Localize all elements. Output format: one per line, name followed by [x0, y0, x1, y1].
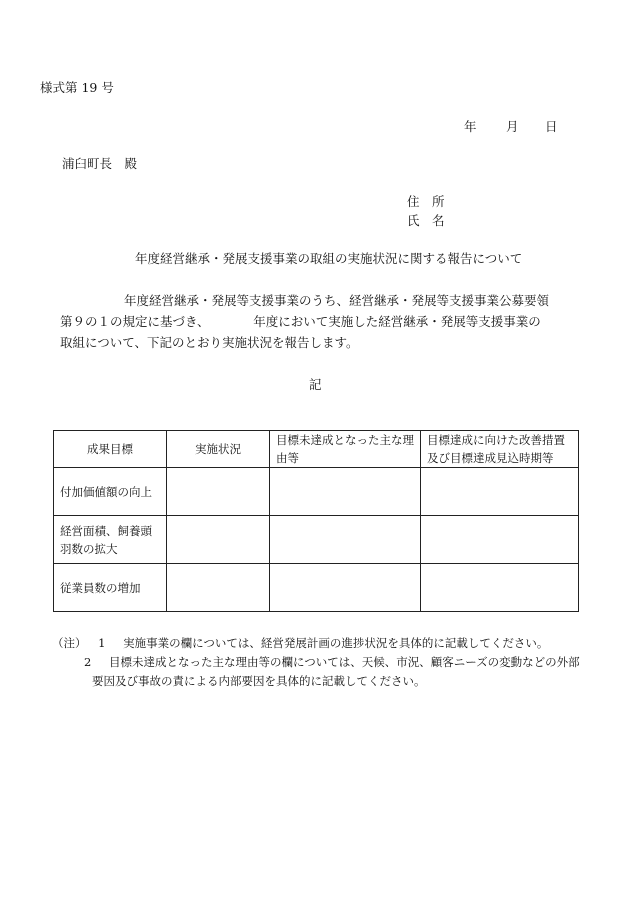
notes-prefix: （注）: [52, 636, 87, 650]
note-line-3: [52, 672, 580, 691]
date-year-label: 年: [464, 119, 477, 134]
note-text: 実施事業の欄については、経営発展計画の進捗状況を具体的に記載してください。: [123, 636, 549, 650]
note-line-1: [52, 634, 580, 653]
note-text-continued: 要因及び事故の責による内部要因を具体的に記載してください。: [92, 674, 426, 688]
table-row: [54, 516, 579, 564]
name-label: 氏 名: [407, 213, 445, 228]
date-month-label: 月: [506, 119, 519, 134]
row-reason-cell[interactable]: [270, 564, 421, 612]
note-number: 1: [98, 636, 106, 650]
table-row: [54, 468, 579, 516]
notes-section: [52, 634, 580, 691]
note-text: 目標未達成となった主な理由等の欄については、天候、市況、顧客ニーズの変動などの外部: [108, 655, 580, 669]
row-improvement-cell[interactable]: [421, 564, 579, 612]
table-row: [54, 564, 579, 612]
report-title: 年度経営継承・発展支援事業の取組の実施状況に関する報告について: [135, 251, 523, 266]
row-reason-cell[interactable]: [270, 516, 421, 564]
row-goal-label: 従業員数の増加: [54, 564, 167, 612]
row-status-cell[interactable]: [167, 468, 270, 516]
header-status: 実施状況: [167, 431, 270, 468]
ki-heading: 記: [309, 377, 322, 392]
addressee: 浦臼町長 殿: [62, 156, 138, 171]
body-line: 取組について、下記のとおり実施状況を報告します。: [60, 335, 359, 350]
row-improvement-cell[interactable]: [421, 516, 579, 564]
report-table: [53, 430, 579, 612]
header-improvement: 目標達成に向けた改善措置及び目標達成見込時期等: [421, 431, 579, 468]
note-number: 2: [84, 655, 92, 669]
row-improvement-cell[interactable]: [421, 468, 579, 516]
header-reason: 目標未達成となった主な理由等: [270, 431, 421, 468]
note-line-2: [52, 653, 580, 672]
table-header-row: [54, 431, 579, 468]
row-status-cell[interactable]: [167, 516, 270, 564]
form-number: 様式第 19 号: [40, 80, 114, 95]
body-line: 第９の１の規定に基づき、 年度において実施した経営継承・発展等支援事業の: [60, 314, 541, 329]
row-goal-label: 経営面積、飼養頭羽数の拡大: [54, 516, 167, 564]
body-line: 年度経営継承・発展等支援事業のうち、経営継承・発展等支援事業公募要領: [124, 293, 550, 308]
row-reason-cell[interactable]: [270, 468, 421, 516]
row-status-cell[interactable]: [167, 564, 270, 612]
address-label: 住 所: [407, 194, 445, 209]
date-day-label: 日: [545, 119, 558, 134]
body-paragraph: [60, 290, 588, 353]
row-goal-label: 付加価値額の向上: [54, 468, 167, 516]
header-goal: 成果目標: [54, 431, 167, 468]
